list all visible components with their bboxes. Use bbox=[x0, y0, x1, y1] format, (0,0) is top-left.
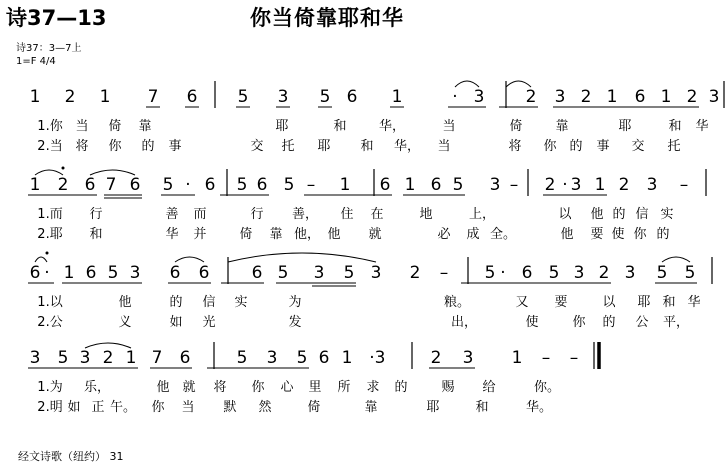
note: 1 bbox=[594, 175, 606, 195]
note: 2 bbox=[102, 348, 114, 368]
lyric-verse-1: 善 bbox=[165, 207, 179, 222]
lyric-verse-1: 以 bbox=[602, 295, 616, 310]
lyric-verse-1: 实 bbox=[660, 207, 674, 222]
lyric-verse-1: 倚 bbox=[509, 119, 523, 134]
note: 1 bbox=[511, 348, 523, 368]
lyric-verse-1: 他 bbox=[156, 380, 170, 395]
lyric-verse-2: 他 bbox=[560, 227, 574, 242]
lyric-verse-2: 平， bbox=[662, 315, 690, 330]
lyric-verse-1: 和 bbox=[662, 295, 676, 310]
note: 5 bbox=[548, 263, 560, 283]
lyric-verse-1: 耶 bbox=[275, 119, 289, 134]
note: 7 bbox=[151, 348, 163, 368]
lyric-verse-2: 必 bbox=[437, 227, 451, 242]
note: 3 bbox=[473, 87, 485, 107]
lyric-verse-1: 善， bbox=[291, 207, 319, 222]
note: 2 bbox=[64, 87, 76, 107]
lyric-verse-2: 义 bbox=[118, 315, 132, 330]
lyric-verse-1: 当 bbox=[442, 119, 456, 134]
lyric-verse-1: 靠 bbox=[555, 119, 569, 134]
lyric-verse-2: 倚 bbox=[307, 400, 321, 415]
lyric-verse-1: 求 bbox=[366, 380, 380, 395]
slur bbox=[175, 257, 204, 262]
book-footer: 经文诗歌（纽约） 31 bbox=[18, 450, 124, 463]
lyric-verse-2: 就 bbox=[368, 227, 382, 242]
lyric-verse-1: 乐， bbox=[83, 380, 111, 395]
note: · bbox=[369, 348, 375, 368]
note: 6 bbox=[251, 263, 263, 283]
lyric-verse-2: 光 bbox=[202, 315, 216, 330]
lyric-verse-2: 托 bbox=[667, 139, 681, 154]
note: – bbox=[439, 263, 449, 283]
note: 6 bbox=[318, 348, 330, 368]
lyric-verse-1: 你 bbox=[251, 380, 265, 395]
lyric-verse-2: 的 bbox=[141, 139, 155, 154]
note: 6 bbox=[29, 263, 41, 283]
note: 2 bbox=[57, 175, 69, 195]
lyric-verse-1: 在 bbox=[370, 207, 384, 222]
lyric-verse-2: 你 bbox=[633, 227, 647, 242]
note: · bbox=[44, 263, 50, 283]
lyric-verse-2: 靠 bbox=[269, 227, 283, 242]
lyric-verse-2: 的 bbox=[602, 315, 616, 330]
note: 5 bbox=[343, 263, 355, 283]
note: 3 bbox=[129, 263, 141, 283]
lyric-verse-2: 他， bbox=[293, 227, 321, 242]
note: 6 bbox=[84, 175, 96, 195]
lyric-verse-1: 1.而 bbox=[37, 207, 63, 222]
note: 5 bbox=[57, 348, 69, 368]
note: 3 bbox=[570, 175, 582, 195]
lyric-verse-1: 的 bbox=[169, 295, 183, 310]
lyric-verse-1: 倚 bbox=[108, 119, 122, 134]
lyric-verse-1: 1.你 bbox=[37, 119, 63, 134]
lyric-verse-1: 耶 bbox=[618, 119, 632, 134]
octave-dot bbox=[62, 167, 65, 170]
note: 5 bbox=[237, 87, 249, 107]
note: 3 bbox=[708, 87, 720, 107]
lyric-verse-2: 当 bbox=[437, 139, 451, 154]
note: 5 bbox=[236, 348, 248, 368]
note: 3 bbox=[624, 263, 636, 283]
note: – bbox=[679, 175, 689, 195]
lyric-verse-2: 如 bbox=[67, 400, 81, 415]
lyric-verse-2: 正 bbox=[91, 400, 105, 415]
lyric-verse-2: 托 bbox=[281, 139, 295, 154]
note: 6 bbox=[186, 87, 198, 107]
octave-dot bbox=[46, 252, 49, 255]
lyric-verse-2: 事 bbox=[596, 139, 610, 154]
slur bbox=[228, 253, 376, 262]
lyric-verse-1: 上， bbox=[468, 207, 496, 222]
note: 6 bbox=[346, 87, 358, 107]
lyric-verse-1: 1.为 bbox=[37, 380, 63, 395]
lyric-verse-2: 并 bbox=[193, 227, 207, 242]
note: 5 bbox=[484, 263, 496, 283]
note: 5 bbox=[452, 175, 464, 195]
lyric-verse-1: 以 bbox=[558, 207, 572, 222]
lyric-verse-1: 为 bbox=[288, 295, 302, 310]
note: 2 bbox=[544, 175, 556, 195]
key-time-signature: 1=F 4/4 bbox=[16, 56, 56, 67]
note: 7 bbox=[147, 87, 159, 107]
note: 1 bbox=[341, 348, 353, 368]
lyric-verse-1: 赐 bbox=[441, 380, 455, 395]
note: 1 bbox=[125, 348, 137, 368]
lyric-verse-1: 你。 bbox=[533, 380, 561, 395]
lyric-verse-2: 和 bbox=[475, 400, 489, 415]
note: · bbox=[452, 87, 458, 107]
lyric-verse-2: 2.当 bbox=[37, 139, 63, 154]
lyric-verse-1: 和 bbox=[668, 119, 682, 134]
note: – bbox=[541, 348, 551, 368]
note: 5 bbox=[684, 263, 696, 283]
lyric-verse-1: 信 bbox=[202, 295, 216, 310]
lyric-verse-1: 就 bbox=[182, 380, 196, 395]
scripture-reference: 诗37：3—7上 bbox=[16, 43, 82, 54]
note: 5 bbox=[236, 175, 248, 195]
lyric-verse-2: 成 bbox=[466, 227, 480, 242]
note: · bbox=[185, 175, 191, 195]
lyric-verse-2: 和 bbox=[360, 139, 374, 154]
lyric-verse-2: 靠 bbox=[364, 400, 378, 415]
note: 6 bbox=[204, 175, 216, 195]
lyric-verse-2: 倚 bbox=[239, 227, 253, 242]
note: 3 bbox=[29, 348, 41, 368]
note: 6 bbox=[198, 263, 210, 283]
lyric-verse-1: 华， bbox=[378, 119, 406, 134]
lyric-verse-2: 你 bbox=[151, 400, 165, 415]
lyric-verse-1: 华 bbox=[695, 119, 709, 134]
note: 6 bbox=[256, 175, 268, 195]
note: – bbox=[509, 175, 519, 195]
lyric-verse-2: 的 bbox=[569, 139, 583, 154]
lyric-verse-1: 1.以 bbox=[37, 295, 63, 310]
lyric-verse-2: 默 bbox=[223, 400, 237, 415]
lyric-verse-1: 和 bbox=[333, 119, 347, 134]
lyric-verse-1: 行 bbox=[250, 207, 264, 222]
lyric-verse-1: 住 bbox=[340, 207, 354, 222]
note: 3 bbox=[646, 175, 658, 195]
note: 6 bbox=[379, 175, 391, 195]
note: 5 bbox=[162, 175, 174, 195]
lyric-verse-2: 华 bbox=[165, 227, 179, 242]
note: 6 bbox=[85, 263, 97, 283]
lyric-verse-2: 使 bbox=[611, 227, 625, 242]
note: 1 bbox=[63, 263, 75, 283]
lyric-verse-2: 华， bbox=[393, 139, 421, 154]
lyric-verse-2: 你 bbox=[108, 139, 122, 154]
note: 1 bbox=[660, 87, 672, 107]
note: · bbox=[562, 175, 568, 195]
lyric-verse-1: 心 bbox=[280, 380, 294, 395]
lyric-verse-1: 给 bbox=[482, 380, 496, 395]
slur bbox=[662, 257, 690, 262]
note: 3 bbox=[266, 348, 278, 368]
lyric-verse-2: 当 bbox=[181, 400, 195, 415]
lyric-verse-1: 粮。 bbox=[443, 295, 471, 310]
note: · bbox=[500, 263, 506, 283]
note: 3 bbox=[489, 175, 501, 195]
lyric-verse-1: 他 bbox=[118, 295, 132, 310]
lyric-verse-2: 耶 bbox=[426, 400, 440, 415]
slur bbox=[35, 257, 47, 262]
lyric-verse-1: 里 bbox=[308, 380, 322, 395]
lyric-verse-2: 出， bbox=[450, 315, 478, 330]
hymn-number: 诗37—13 bbox=[6, 6, 107, 30]
note: 3 bbox=[554, 87, 566, 107]
lyric-verse-1: 实 bbox=[234, 295, 248, 310]
note: 1 bbox=[99, 87, 111, 107]
lyric-verse-1: 要 bbox=[554, 295, 568, 310]
note: 6 bbox=[634, 87, 646, 107]
note: 3 bbox=[313, 263, 325, 283]
lyric-verse-2: 他 bbox=[327, 227, 341, 242]
lyric-verse-2: 2.公 bbox=[37, 315, 63, 330]
lyric-verse-2: 2.明 bbox=[37, 400, 63, 415]
note: 1 bbox=[391, 87, 403, 107]
note: 7 bbox=[105, 175, 117, 195]
hymn-title: 你当倚靠耶和华 bbox=[250, 6, 404, 30]
lyric-verse-2: 发 bbox=[288, 315, 302, 330]
note: 2 bbox=[409, 263, 421, 283]
note: 1 bbox=[339, 175, 351, 195]
note: 1 bbox=[606, 87, 618, 107]
note: 3 bbox=[79, 348, 91, 368]
note: 3 bbox=[462, 348, 474, 368]
lyric-verse-2: 和 bbox=[89, 227, 103, 242]
note: 2 bbox=[525, 87, 537, 107]
lyric-verse-2: 耶 bbox=[317, 139, 331, 154]
note: 2 bbox=[618, 175, 630, 195]
lyric-verse-2: 事 bbox=[168, 139, 182, 154]
lyric-verse-2: 全。 bbox=[489, 227, 517, 242]
lyric-verse-1: 华 bbox=[687, 295, 701, 310]
lyric-verse-1: 又 bbox=[515, 295, 529, 310]
note: 2 bbox=[598, 263, 610, 283]
note: 5 bbox=[656, 263, 668, 283]
note: 5 bbox=[277, 263, 289, 283]
note: 2 bbox=[580, 87, 592, 107]
note: – bbox=[569, 348, 579, 368]
note: 5 bbox=[296, 348, 308, 368]
note: 5 bbox=[319, 87, 331, 107]
note: 6 bbox=[430, 175, 442, 195]
note: 2 bbox=[430, 348, 442, 368]
lyric-verse-2: 2.耶 bbox=[37, 227, 63, 242]
note: 1 bbox=[404, 175, 416, 195]
lyric-verse-2: 然 bbox=[258, 400, 272, 415]
note: 5 bbox=[283, 175, 295, 195]
lyric-verse-2: 将 bbox=[508, 139, 522, 154]
lyric-verse-1: 他 bbox=[590, 207, 604, 222]
lyric-verse-1: 的 bbox=[394, 380, 408, 395]
lyric-verse-1: 的 bbox=[612, 207, 626, 222]
lyric-verse-1: 将 bbox=[213, 380, 227, 395]
lyric-verse-1: 所 bbox=[337, 380, 351, 395]
note: 3 bbox=[277, 87, 289, 107]
note: 6 bbox=[179, 348, 191, 368]
lyric-verse-2: 的 bbox=[656, 227, 670, 242]
lyric-verse-2: 午。 bbox=[109, 400, 137, 415]
note: 2 bbox=[686, 87, 698, 107]
lyric-verse-2: 公 bbox=[635, 315, 649, 330]
note: – bbox=[306, 175, 316, 195]
lyric-verse-1: 当 bbox=[75, 119, 89, 134]
lyric-verse-1: 行 bbox=[89, 207, 103, 222]
lyric-verse-2: 将 bbox=[75, 139, 89, 154]
lyric-verse-2: 华。 bbox=[525, 400, 553, 415]
lyric-verse-2: 交 bbox=[250, 139, 264, 154]
lyric-verse-2: 交 bbox=[631, 139, 645, 154]
note: 1 bbox=[29, 87, 41, 107]
lyric-verse-2: 你 bbox=[543, 139, 557, 154]
note: 3 bbox=[374, 348, 386, 368]
lyric-verse-2: 如 bbox=[169, 315, 183, 330]
lyric-verse-2: 使 bbox=[525, 315, 539, 330]
note: 5 bbox=[107, 263, 119, 283]
lyric-verse-1: 而 bbox=[193, 207, 207, 222]
note: 3 bbox=[573, 263, 585, 283]
lyric-verse-1: 地 bbox=[419, 207, 433, 222]
note: 6 bbox=[521, 263, 533, 283]
note: 3 bbox=[370, 263, 382, 283]
note: 6 bbox=[169, 263, 181, 283]
lyric-verse-1: 靠 bbox=[138, 119, 152, 134]
lyric-verse-2: 要 bbox=[590, 227, 604, 242]
lyric-verse-1: 耶 bbox=[637, 295, 651, 310]
note: 6 bbox=[129, 175, 141, 195]
note: 1 bbox=[29, 175, 41, 195]
lyric-verse-1: 信 bbox=[635, 207, 649, 222]
lyric-verse-2: 你 bbox=[572, 315, 586, 330]
